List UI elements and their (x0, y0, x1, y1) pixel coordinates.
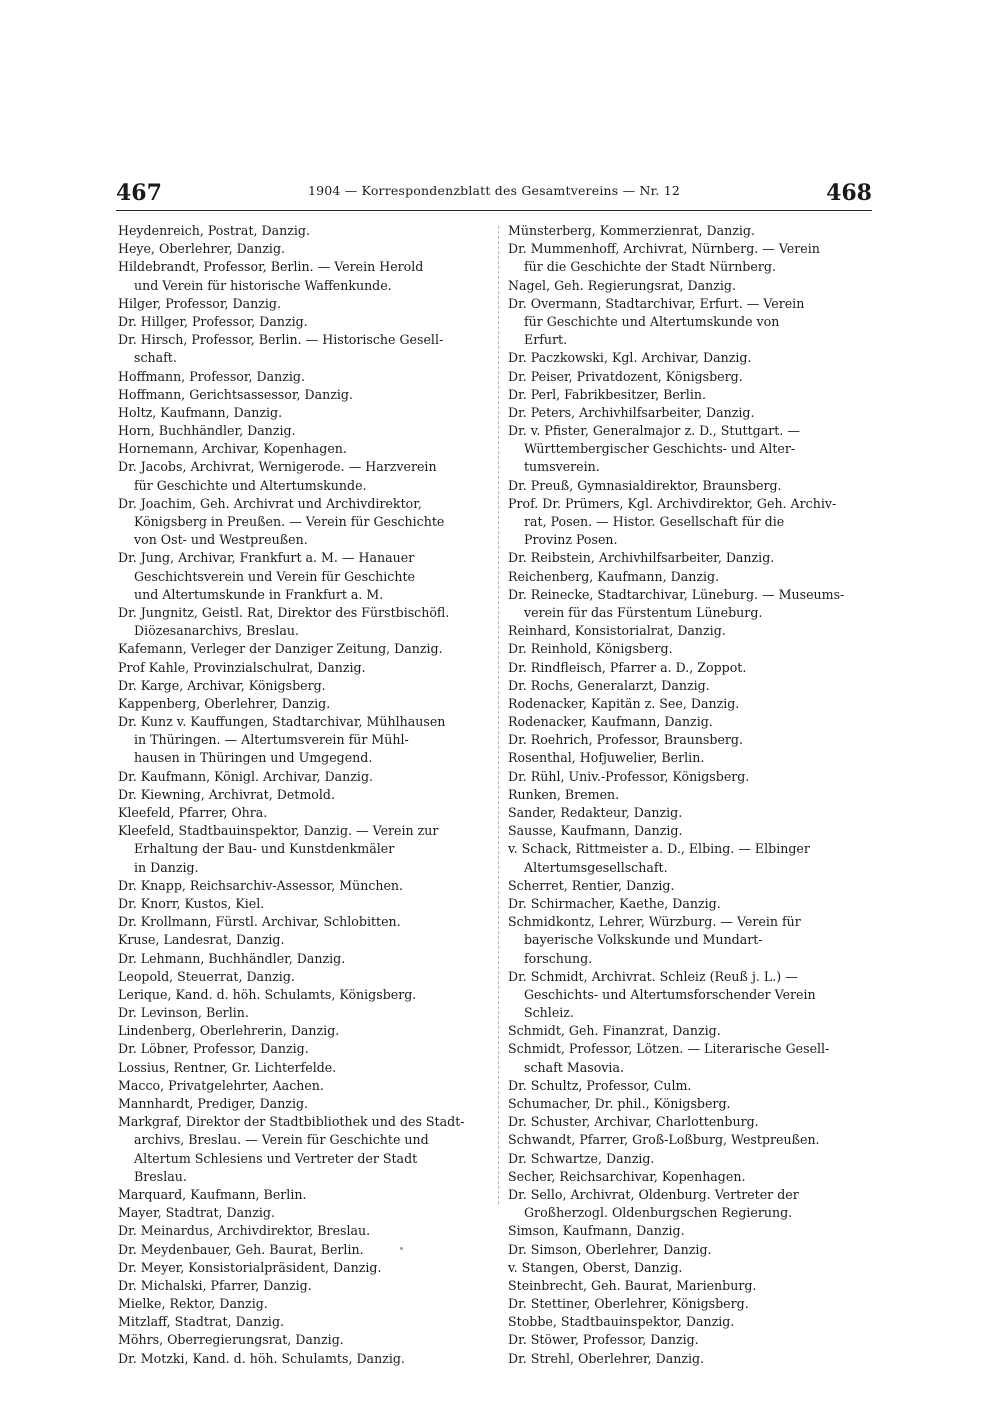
entry-continuation-line: bayerische Volkskunde und Mundart- (524, 932, 763, 948)
member-entry: Dr. Schmidt, Archivrat. Schleiz (Reuß j. L.) — (508, 968, 798, 984)
entry-continuation-line: Erfurt. (524, 332, 568, 348)
member-entry: Dr. Rühl, Univ.-Professor, Königsberg. (508, 768, 750, 784)
member-entry: Kafemann, Verleger der Danziger Zeitung, Danzig. (118, 641, 443, 657)
member-entry: Kleefeld, Pfarrer, Ohra. (118, 805, 268, 820)
member-entry: Hildebrandt, Professor, Berlin. — Verein Herold (118, 259, 424, 275)
entry-continuation-line: Erhaltung der Bau- und Kunstdenkmäler (134, 841, 395, 857)
member-entry: Dr. Simson, Oberlehrer, Danzig. (508, 1241, 712, 1257)
member-entry: Dr. Reinecke, Stadtarchivar, Lüneburg. — Museums- (508, 586, 845, 602)
member-entry: Dr. Jacobs, Archivrat, Wernigerode. — Harzverein (118, 459, 437, 475)
member-entry: Hornemann, Archivar, Kopenhagen. (118, 441, 347, 457)
entry-continuation-line: Schleiz. (524, 1005, 574, 1021)
running-title: 1904 — Korrespondenzblatt des Gesamtvereins — Nr. 12 (307, 183, 681, 198)
column-divider (498, 226, 499, 1204)
member-entry: Dr. Levinson, Berlin. (118, 1005, 249, 1021)
entry-continuation-line: schaft. (134, 350, 177, 366)
member-entry: Dr. Peiser, Privatdozent, Königsberg. (508, 368, 743, 384)
member-entry: Münsterberg, Kommerzienrat, Danzig. (508, 223, 755, 238)
right-column (508, 222, 880, 1368)
entry-continuation-line: rat, Posen. — Histor. Gesellschaft für die (524, 514, 785, 529)
page-number-left: 467 (116, 180, 162, 206)
member-entry: Dr. Preuß, Gymnasialdirektor, Braunsberg. (508, 477, 782, 493)
entry-continuation-line: archivs, Breslau. — Verein für Geschichte und (134, 1132, 429, 1148)
member-entry: Dr. Kunz v. Kauffungen, Stadtarchivar, Mühlhausen (118, 714, 446, 730)
entry-continuation-line: hausen in Thüringen und Umgegend. (134, 750, 373, 766)
member-entry: Dr. Schuster, Archivar, Charlottenburg. (508, 1114, 759, 1130)
member-entry: Dr. Reinhold, Königsberg. (508, 641, 673, 657)
member-entry: Hoffmann, Professor, Danzig. (118, 368, 305, 384)
member-entry: Prof Kahle, Provinzialschulrat, Danzig. (118, 659, 366, 675)
entry-continuation-line: in Danzig. (134, 859, 199, 875)
member-entry: Dr. Knorr, Kustos, Kiel. (118, 895, 265, 911)
member-entry: Horn, Buchhändler, Danzig. (118, 423, 296, 439)
member-entry: Dr. Karge, Archivar, Königsberg. (118, 677, 326, 693)
member-entry: Dr. Hirsch, Professor, Berlin. — Historische Gesell- (118, 332, 444, 348)
member-entry: Scherret, Rentier, Danzig. (508, 877, 675, 893)
member-entry: Sausse, Kaufmann, Danzig. (508, 823, 683, 839)
entry-continuation-line: forschung. (524, 950, 593, 966)
member-entry: Dr. Rindfleisch, Pfarrer a. D., Zoppot. (508, 659, 747, 675)
entry-continuation-line: Königsberg in Preußen. — Verein für Geschichte (134, 514, 445, 529)
member-entry: Dr. Reibstein, Archivhilfsarbeiter, Danzig. (508, 550, 775, 566)
member-entry: Dr. Sello, Archivrat, Oldenburg. Vertreter der (508, 1186, 799, 1202)
member-entry: Dr. Joachim, Geh. Archivrat und Archivdirektor, (118, 495, 422, 511)
member-entry: Kruse, Landesrat, Danzig. (118, 932, 285, 948)
entry-continuation-line: von Ost- und Westpreußen. (134, 532, 308, 548)
member-entry: Dr. Overmann, Stadtarchivar, Erfurt. — Verein (508, 295, 805, 311)
entry-continuation-line: in Thüringen. — Altertumsverein für Mühl- (134, 732, 409, 748)
member-entry: Mitzlaff, Stadtrat, Danzig. (118, 1314, 285, 1330)
member-entry: Simson, Kaufmann, Danzig. (508, 1223, 685, 1239)
left-column (118, 222, 490, 1368)
member-entry: Schumacher, Dr. phil., Königsberg. (508, 1096, 731, 1111)
member-entry: Dr. Knapp, Reichsarchiv-Assessor, München. (118, 877, 404, 893)
member-entry: Mannhardt, Prediger, Danzig. (118, 1096, 309, 1111)
member-entry: Dr. Rochs, Generalarzt, Danzig. (508, 677, 710, 693)
member-entry: Dr. Löbner, Professor, Danzig. (118, 1041, 309, 1057)
member-entry: Holtz, Kaufmann, Danzig. (118, 404, 283, 420)
entry-continuation-line: Altertumsgesellschaft. (524, 859, 668, 875)
entry-continuation-line: schaft Masovia. (524, 1059, 624, 1075)
member-entry: Dr. Michalski, Pfarrer, Danzig. (118, 1277, 312, 1293)
member-entry: Lindenberg, Oberlehrerin, Danzig. (118, 1023, 340, 1039)
member-entry: Dr. Kiewning, Archivrat, Detmold. (118, 786, 335, 802)
member-entry: Rosenthal, Hofjuwelier, Berlin. (508, 750, 705, 766)
member-entry: Dr. Jungnitz, Geistl. Rat, Direktor des Fürstbischöfl. (118, 604, 450, 620)
entry-continuation-line: für die Geschichte der Stadt Nürnberg. (524, 259, 776, 275)
member-entry: Dr. Schultz, Professor, Culm. (508, 1077, 692, 1093)
member-entry: Rodenacker, Kapitän z. See, Danzig. (508, 695, 740, 711)
page-header (116, 178, 872, 211)
member-entry: v. Stangen, Oberst, Danzig. (508, 1259, 683, 1275)
member-entry: Dr. Krollmann, Fürstl. Archivar, Schlobitten. (118, 914, 401, 930)
member-entry: Möhrs, Oberregierungsrat, Danzig. (118, 1332, 344, 1348)
entry-continuation-line: und Verein für historische Waffenkunde. (134, 277, 392, 293)
member-entry: Rodenacker, Kaufmann, Danzig. (508, 714, 713, 730)
entry-continuation-line: Geschichts- und Altertumsforschender Verein (524, 986, 816, 1002)
member-entry: Lossius, Rentner, Gr. Lichterfelde. (118, 1059, 337, 1075)
member-entry: Dr. Meyer, Konsistorialpräsident, Danzig. (118, 1259, 382, 1275)
member-entry: Lerique, Kand. d. höh. Schulamts, Königsberg. (118, 986, 417, 1002)
member-entry: Reichenberg, Kaufmann, Danzig. (508, 568, 720, 584)
member-entry: Markgraf, Direktor der Stadtbibliothek und des Stadt- (118, 1114, 465, 1130)
entry-continuation-line: Breslau. (134, 1168, 187, 1184)
member-entry: Dr. Motzki, Kand. d. höh. Schulamts, Danzig. (118, 1350, 405, 1366)
member-entry: Mielke, Rektor, Danzig. (118, 1296, 268, 1312)
entry-continuation-line: für Geschichte und Altertumskunde. (134, 477, 367, 493)
page-number-right: 468 (826, 180, 872, 206)
entry-continuation-line: Großherzogl. Oldenburgschen Regierung. (524, 1205, 793, 1221)
entry-continuation-line: Diözesanarchivs, Breslau. (134, 623, 300, 639)
entry-continuation-line: verein für das Fürstentum Lüneburg. (524, 604, 763, 620)
member-entry: Dr. Meydenbauer, Geh. Baurat, Berlin. (118, 1241, 364, 1257)
member-entry: Kleefeld, Stadtbauinspektor, Danzig. — Verein zur (118, 823, 439, 839)
member-entry: Schmidt, Geh. Finanzrat, Danzig. (508, 1023, 721, 1039)
member-entry: Prof. Dr. Prümers, Kgl. Archivdirektor, Geh. Archiv- (508, 495, 837, 511)
member-entry: Dr. Perl, Fabrikbesitzer, Berlin. (508, 386, 706, 402)
member-entry: Dr. Kaufmann, Königl. Archivar, Danzig. (118, 768, 374, 784)
ink-speck (400, 1247, 403, 1250)
member-entry: v. Schack, Rittmeister a. D., Elbing. — Elbinger (508, 841, 810, 857)
entry-continuation-line: Provinz Posen. (524, 532, 618, 548)
member-entry: Kappenberg, Oberlehrer, Danzig. (118, 695, 331, 711)
member-entry: Hoffmann, Gerichtsassessor, Danzig. (118, 386, 353, 402)
member-entry: Dr. Stettiner, Oberlehrer, Königsberg. (508, 1296, 749, 1312)
member-entry: Dr. Lehmann, Buchhändler, Danzig. (118, 950, 346, 966)
member-entry: Steinbrecht, Geh. Baurat, Marienburg. (508, 1277, 757, 1293)
member-entry: Heye, Oberlehrer, Danzig. (118, 241, 286, 257)
member-entry: Leopold, Steuerrat, Danzig. (118, 968, 295, 984)
entry-continuation-line: für Geschichte und Altertumskunde von (524, 313, 780, 329)
entry-continuation-line: Württembergischer Geschichts- und Alter- (524, 441, 796, 457)
member-entry: Schmidt, Professor, Lötzen. — Literarische Gesell- (508, 1041, 830, 1057)
member-entry: Nagel, Geh. Regierungsrat, Danzig. (508, 277, 736, 293)
member-entry: Dr. Roehrich, Professor, Braunsberg. (508, 732, 743, 748)
member-entry: Schmidkontz, Lehrer, Würzburg. — Verein für (508, 914, 801, 930)
member-entry: Dr. Hillger, Professor, Danzig. (118, 313, 308, 329)
member-entry: Runken, Bremen. (508, 786, 620, 802)
member-entry: Sander, Redakteur, Danzig. (508, 805, 683, 820)
entry-continuation-line: Geschichtsverein und Verein für Geschichte (134, 568, 415, 584)
member-entry: Dr. v. Pfister, Generalmajor z. D., Stuttgart. — (508, 423, 800, 439)
member-entry: Dr. Stöwer, Professor, Danzig. (508, 1332, 699, 1348)
member-entry: Dr. Schwartze, Danzig. (508, 1150, 655, 1166)
member-entry: Marquard, Kaufmann, Berlin. (118, 1186, 307, 1202)
member-entry: Dr. Paczkowski, Kgl. Archivar, Danzig. (508, 350, 752, 366)
member-entry: Mayer, Stadtrat, Danzig. (118, 1205, 275, 1221)
member-entry: Dr. Peters, Archivhilfsarbeiter, Danzig. (508, 404, 755, 420)
member-entry: Dr. Strehl, Oberlehrer, Danzig. (508, 1350, 705, 1366)
entry-continuation-line: Altertum Schlesiens und Vertreter der Stadt (134, 1150, 418, 1166)
member-entry: Macco, Privatgelehrter, Aachen. (118, 1077, 324, 1093)
member-entry: Dr. Mummenhoff, Archivrat, Nürnberg. — Verein (508, 241, 820, 257)
member-entry: Schwandt, Pfarrer, Groß-Loßburg, Westpreußen. (508, 1132, 820, 1148)
member-entry: Dr. Meinardus, Archivdirektor, Breslau. (118, 1223, 371, 1239)
entry-continuation-line: und Altertumskunde in Frankfurt a. M. (134, 586, 384, 602)
member-entry: Heydenreich, Postrat, Danzig. (118, 223, 310, 238)
member-entry: Hilger, Professor, Danzig. (118, 295, 281, 311)
member-entry: Dr. Schirmacher, Kaethe, Danzig. (508, 895, 721, 911)
member-entry: Reinhard, Konsistorialrat, Danzig. (508, 623, 726, 639)
member-entry: Dr. Jung, Archivar, Frankfurt a. M. — Hanauer (118, 550, 415, 566)
member-entry: Stobbe, Stadtbauinspektor, Danzig. (508, 1314, 735, 1330)
entry-continuation-line: tumsverein. (524, 459, 600, 475)
member-entry: Secher, Reichsarchivar, Kopenhagen. (508, 1168, 746, 1184)
